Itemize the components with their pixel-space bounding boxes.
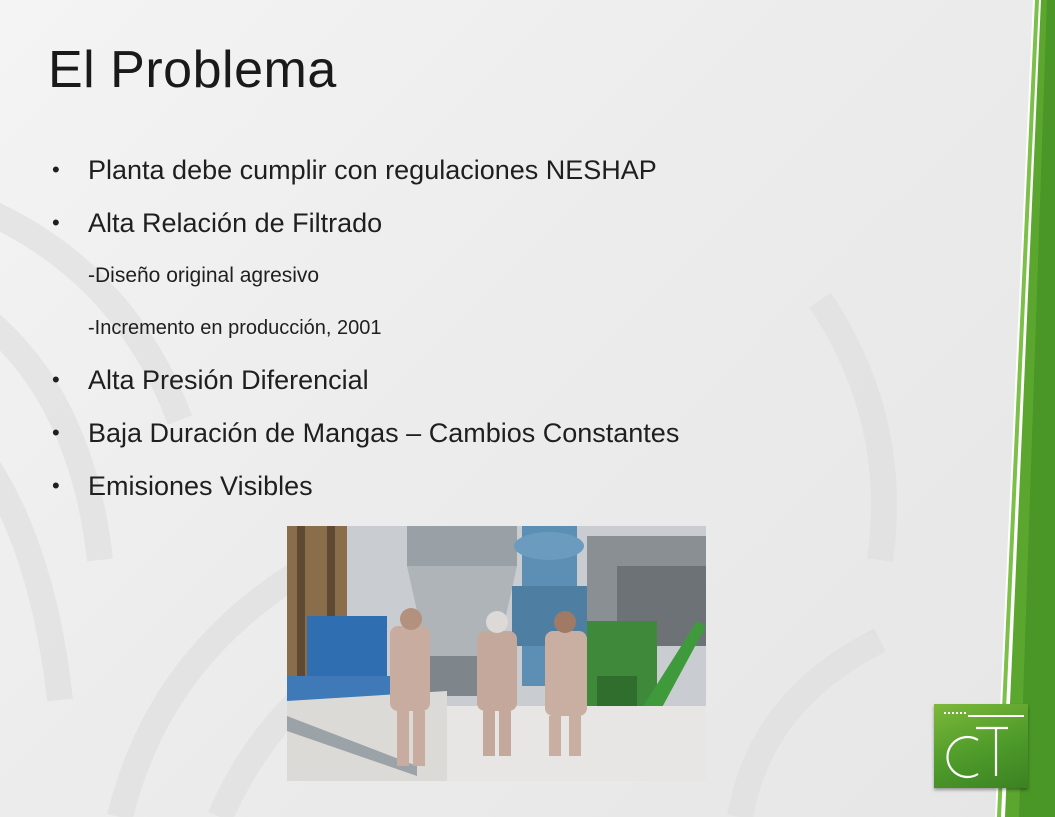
bullet-dot: •	[52, 367, 60, 392]
bullet-dot: •	[52, 210, 60, 235]
bullet-text: Alta Relación de Filtrado	[88, 208, 383, 238]
bullet-item	[48, 203, 928, 256]
bullet-text: Emisiones Visibles	[88, 471, 313, 501]
bullet-item	[48, 413, 928, 466]
bullet-dot: •	[52, 473, 60, 498]
sub-bullet-text: -Diseño original agresivo	[88, 264, 320, 287]
bullet-dot: •	[52, 420, 60, 445]
ct-logo-icon	[934, 704, 1028, 788]
bullet-item	[48, 466, 928, 519]
bullet-text: Baja Duración de Mangas – Cambios Constantes	[88, 418, 680, 448]
sub-bullet-text: -Incremento en producción, 2001	[88, 317, 382, 339]
sub-bullet-item	[48, 256, 928, 308]
workers-photo	[287, 526, 706, 781]
bullet-item	[48, 150, 928, 203]
bullet-text: Alta Presión Diferencial	[88, 365, 369, 395]
bullet-list	[48, 150, 928, 519]
green-accent-band	[935, 0, 1055, 817]
bullet-text: Planta debe cumplir con regulaciones NESHAP	[88, 155, 657, 185]
sub-bullet-item	[48, 308, 928, 360]
slide-title: El Problema	[48, 41, 337, 99]
bullet-dot: •	[52, 157, 60, 182]
congreso-tecnico-logo	[934, 704, 1028, 788]
bullet-item	[48, 360, 928, 413]
